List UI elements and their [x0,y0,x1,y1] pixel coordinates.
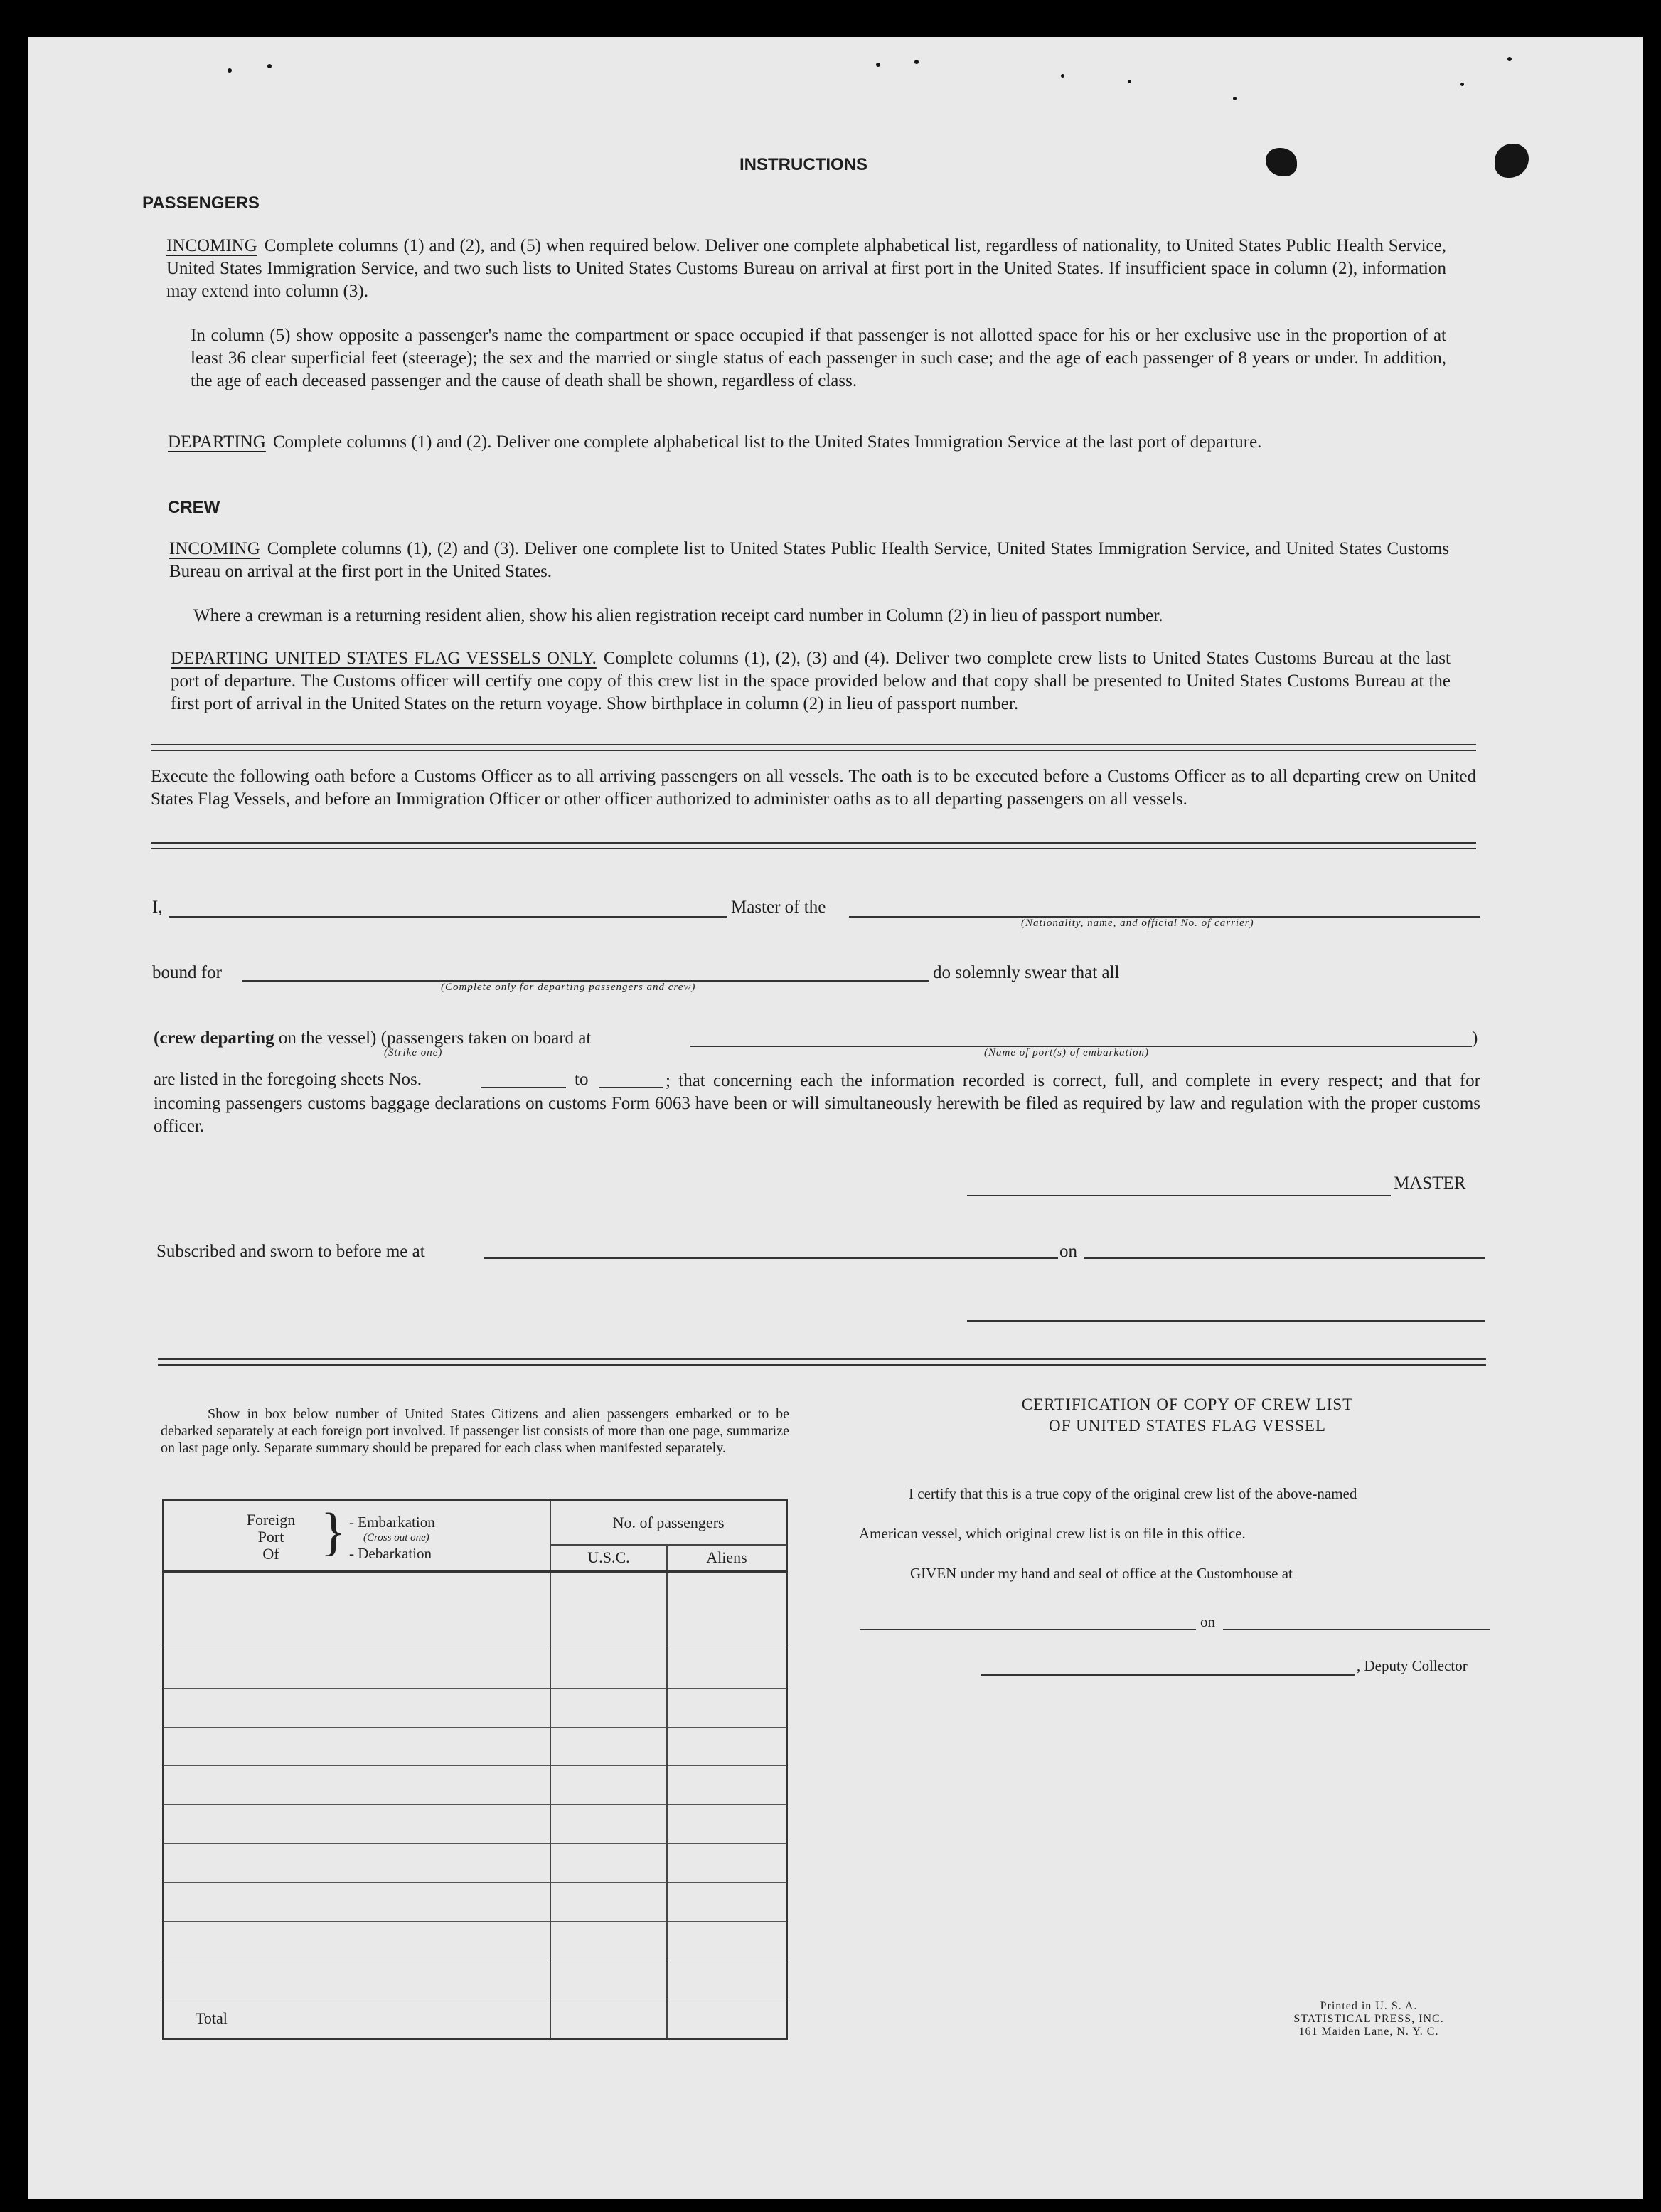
usc-cell[interactable] [550,1960,667,1999]
aliens-cell[interactable] [667,1804,787,1844]
aliens-cell[interactable] [667,1649,787,1689]
aliens-cell[interactable] [667,1883,787,1922]
crew-departing-head: DEPARTING UNITED STATES FLAG VESSELS ONLY. [171,649,597,668]
on-the-vessel-text: on the vessel) [278,1028,377,1048]
usc-cell[interactable] [550,1572,667,1649]
ports-caption: (Name of port(s) of embarkation) [984,1047,1149,1058]
swear-text: do solemnly swear that all [933,963,1120,982]
aliens-cell[interactable] [667,1688,787,1727]
certify-line-2: American vessel, which original crew list is on file in this office. [859,1525,1246,1542]
oath-statement: ; that concerning each the information recorded is correct, full, and complete in every respect; and that for incoming passengers customs baggage declarations on customs Form 6063 have been or will simultaneously herewith be filed as required by law and regulation with the proper customs officer. [154,1071,1480,1136]
aliens-total-cell[interactable] [667,1999,787,2039]
aliens-cell[interactable] [667,1921,787,1960]
given-line: GIVEN under my hand and seal of office at the Customhouse at [910,1565,1293,1582]
aliens-cell[interactable] [667,1960,787,1999]
passengers-incoming-head: INCOMING [166,236,257,255]
embark-debark-labels: - Embarkation (Cross out one) - Debarkation [349,1514,435,1562]
usc-cell[interactable] [550,1804,667,1844]
port-cell[interactable] [164,1688,551,1727]
crew-departing-paragraph [171,647,1451,716]
printer-imprint: Printed in U. S. A. STATISTICAL PRESS, INC. 161 Maiden Lane, N. Y. C. [1293,2000,1444,2038]
cert-date-field[interactable] [1223,1629,1490,1630]
usc-cell[interactable] [550,1727,667,1766]
port-cell[interactable] [164,1804,551,1844]
ink-speck [914,60,919,64]
double-rule [151,842,1476,849]
aliens-cell[interactable] [667,1572,787,1649]
no-of-passengers-header: No. of passengers [550,1501,786,1545]
sworn-on-label: on [1059,1242,1077,1261]
ink-speck [228,68,232,73]
ink-speck [1128,80,1131,83]
sworn-date-field[interactable] [1084,1257,1485,1259]
strike-one-caption: (Strike one) [384,1047,443,1058]
oath-i-label: I, [152,898,163,917]
total-label: Total [164,1999,551,2039]
crew-incoming-paragraph [169,538,1449,583]
usc-cell[interactable] [550,1921,667,1960]
aliens-cell[interactable] [667,1844,787,1883]
passenger-summary-table [162,1499,788,2040]
carrier-caption: (Nationality, name, and official No. of carrier) [1021,918,1254,929]
port-cell[interactable] [164,1844,551,1883]
ink-speck [267,64,272,68]
sworn-place-field[interactable] [484,1257,1058,1259]
crew-passengers-line [154,1028,591,1048]
instructions-title: INSTRUCTIONS [739,155,867,174]
passengers-heading: PASSENGERS [142,193,260,213]
usc-cell[interactable] [550,1649,667,1689]
crew-incoming-paragraph-2: Where a crewman is a returning resident alien, show his alien registration receipt card number in Column (2) in lieu of passport number. [193,606,1163,625]
deputy-signature-field[interactable] [981,1674,1355,1676]
ink-speck [1507,57,1512,61]
aliens-header: Aliens [667,1545,787,1572]
oath-instruction: Execute the following oath before a Customs Officer as to all arriving passengers on all vessels. The oath is to be executed before a Customs Officer as to all departing crew on United States Flag Vessels, and before an Immigration Officer or other officer authorized to administer oaths as to all departing passengers on all vessels. [151,767,1476,809]
master-label: MASTER [1394,1174,1466,1193]
bound-for-caption: (Complete only for departing passengers and crew) [441,982,696,993]
passengers-departing-paragraph [168,431,1448,454]
passengers-incoming-paragraph [166,235,1446,303]
bound-for-label: bound for [152,963,222,982]
port-cell[interactable] [164,1766,551,1805]
crew-departing-text: Complete columns (1), (2), (3) and (4). Deliver two complete crew lists to United States Customs Bureau at the last port of departure. The Customs officer will certify one copy of this crew list in the space provided below and that copy shall be presented to United States Customs Bureau at the first port of arrival in the United States on the return voyage. Show birthplace in column (2) in lieu of passport number. [171,649,1451,713]
usc-cell[interactable] [550,1766,667,1805]
aliens-cell[interactable] [667,1727,787,1766]
passengers-departing-text: Complete columns (1) and (2). Deliver one complete alphabetical list to the United States Immigration Service at the last port of departure. [272,432,1262,452]
certification-title: CERTIFICATION OF COPY OF CREW LIST OF UNITED STATES FLAG VESSEL [1021,1395,1354,1435]
usc-cell[interactable] [550,1883,667,1922]
passengers-taken-text: (passengers taken on board at [380,1028,592,1048]
customhouse-field[interactable] [860,1629,1196,1630]
summary-instruction: Show in box below number of United States Citizens and alien passengers embarked or to be debarked separately at each foreign port involved. If passenger list consists of more than one page, summarize on last page only. Separate summary should be prepared for each class when manifested separately. [161,1406,789,1456]
master-of-the-label: Master of the [731,898,826,917]
officer-signature-field[interactable] [967,1320,1485,1322]
cert-on-label: on [1200,1613,1215,1630]
passengers-incoming-text: Complete columns (1) and (2), and (5) when required below. Deliver one complete alphabetical list, regardless of nationality, to United States Public Health Service, United States Immigration Service, and two such lists to United States Customs Bureau on arrival at first port in the United States. If insufficient space in column (2), information may extend into column (3). [166,236,1446,301]
aliens-cell[interactable] [667,1766,787,1805]
port-cell[interactable] [164,1883,551,1922]
deputy-collector-label: , Deputy Collector [1357,1657,1468,1674]
ink-speck [1460,83,1464,86]
close-paren: ) [1472,1028,1478,1048]
subscribed-label: Subscribed and sworn to before me at [156,1242,425,1261]
sheets-nos-label: are listed in the foregoing sheets Nos. [154,1070,422,1089]
passengers-departing-head: DEPARTING [168,432,266,452]
usc-cell[interactable] [550,1688,667,1727]
crew-heading: CREW [168,498,220,517]
double-rule [158,1358,1486,1366]
usc-cell[interactable] [550,1844,667,1883]
crew-incoming-head: INCOMING [169,539,260,558]
passengers-incoming-paragraph-2: In column (5) show opposite a passenger's name the compartment or space occupied if that passenger is not allotted space for his or her exclusive use in the proportion of at least 36 clear superficial feet (steerage); the sex and the married or single status of each passenger in such case; and the age of each passenger of 8 years or under. In addition, the age of each deceased passenger and the cause of death shall be shown, regardless of class. [191,326,1446,390]
foreign-port-header [164,1501,551,1572]
usc-total-cell[interactable] [550,1999,667,2039]
ink-speck [876,63,880,67]
port-cell[interactable] [164,1921,551,1960]
crew-incoming-text: Complete columns (1), (2) and (3). Deliver one complete list to United States Public Health Service, United States Immigration Service, and United States Customs Bureau on arrival at the first port in the United States. [169,539,1449,581]
foreign-port-of-label: Foreign Port Of [246,1511,296,1563]
double-rule [151,744,1476,751]
sheets-to-label: to [575,1070,589,1089]
port-cell[interactable] [164,1960,551,1999]
usc-header: U.S.C. [550,1545,667,1572]
certify-line-1: I certify that this is a true copy of the original crew list of the above-named [909,1485,1357,1502]
port-cell[interactable] [164,1572,551,1649]
master-name-field[interactable] [169,916,727,918]
brace-icon: } [321,1503,346,1561]
master-signature-field[interactable] [967,1195,1391,1196]
crew-departing-bold: (crew departing [154,1028,274,1048]
port-cell[interactable] [164,1727,551,1766]
ink-speck [1061,74,1064,78]
ink-speck [1233,97,1237,100]
port-cell[interactable] [164,1649,551,1689]
